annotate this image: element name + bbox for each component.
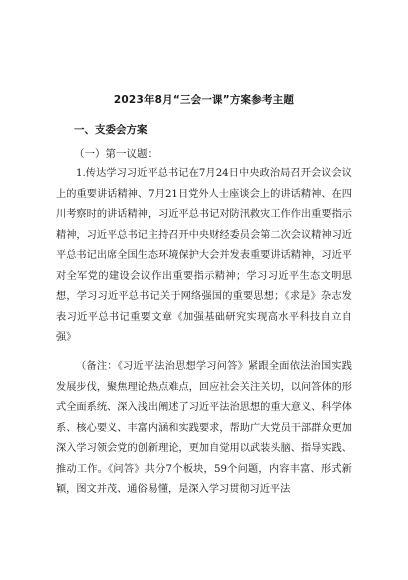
paragraph-2: （备注：《习近平法治思想学习问答》紧跟全面依法治国实践发展步伐，聚焦理论热点难点，回应社会关注关切，以问答体的形式全面系统、深入浅出阐述了习近平法治思想的重大意义、科学体系、核心要义、丰富内涵和实践要求，帮助广大党员干部群众更加深入学习领会党的创新理论，更加自觉用以武装头脑、指导实践、推动工作。《问答》共分7个板块，59个问题，内容丰富、形式新颖，图文并茂、通俗易懂，是深入学习贯彻习近平法	[56, 361, 352, 495]
subsection-heading: （一）第一议题：	[74, 148, 158, 160]
paragraph-1: 1.传达学习习近平总书记在7月24日中央政治局召开会议会议上的重要讲话精神、7月21日党外人士座谈会上的讲话精神、在四川考察时的讲话精神，习近平总书记对防汛救灾工作作出重要指示精神，习近平总书记主持召开中央财经委员会第二次会议精神习近平总书记出席全国生态环境保护大会并发表重要讲话精神，习近平对全军党的建设会议作出重要指示精神；学习习近平生态文明思想，学习习近平总书记关于网络强国的重要思想；《求是》杂志发表习近平总书记重要文章《加强基础研究实现高水平科技自立自强》	[56, 168, 352, 343]
section-heading: 一、支委会方案	[74, 124, 148, 136]
document-title: 2023年8月“三会一课”方案参考主题	[113, 94, 295, 106]
